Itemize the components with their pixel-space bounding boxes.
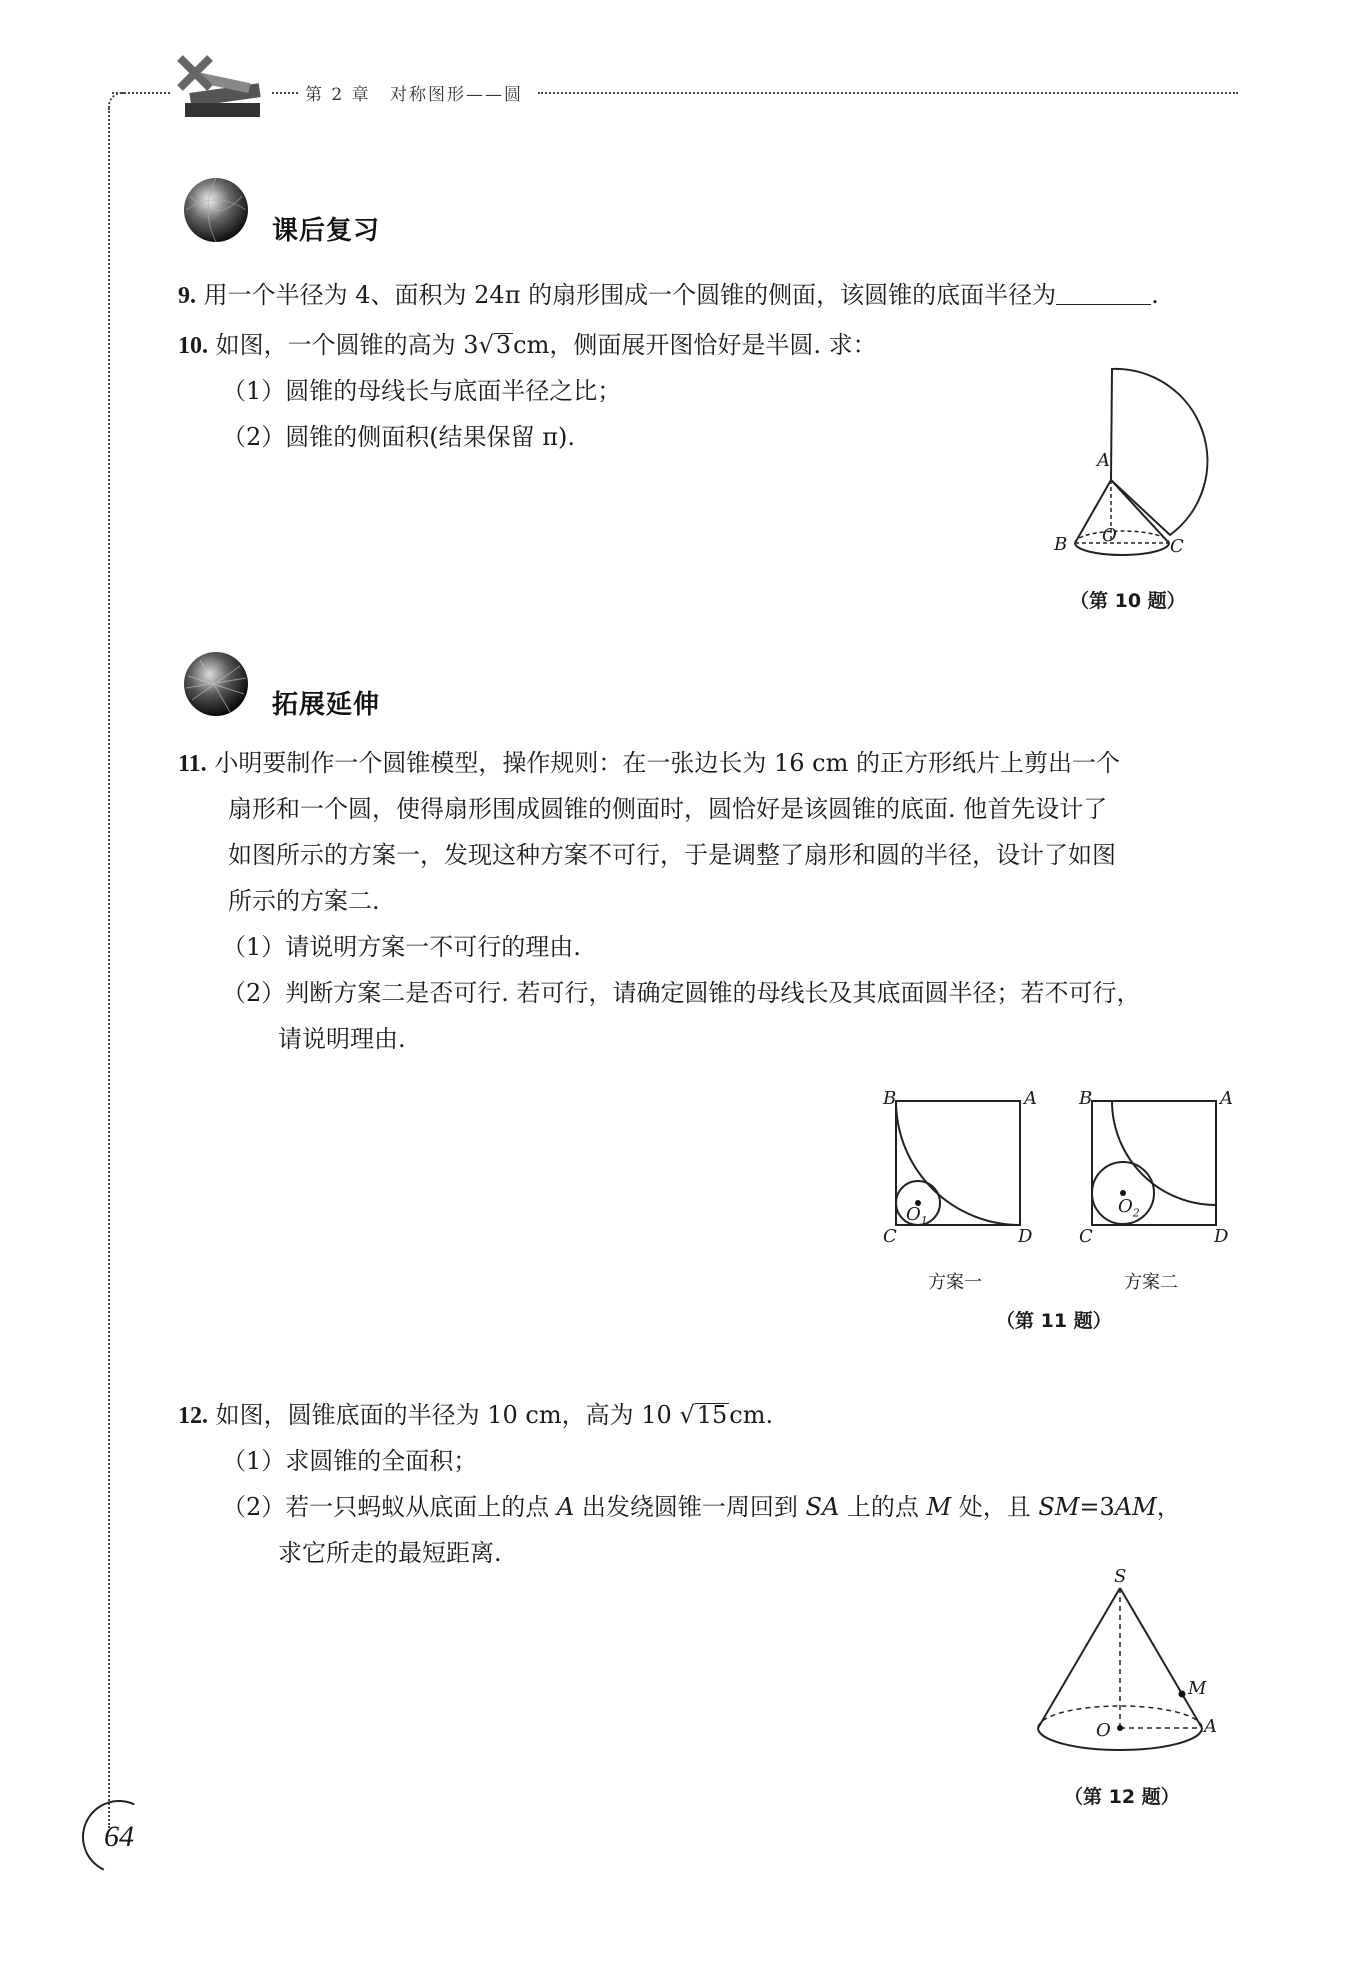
page-number: 64 [104, 1820, 134, 1853]
question-10-part-2: （2）圆锥的侧面积(结果保留 π). [222, 423, 576, 451]
section-title-review: 课后复习 [272, 216, 381, 246]
fig11-plan1-label-O1: $O_1$ [906, 1204, 928, 1228]
question-11-line-1 [178, 740, 1120, 787]
question-text: 小明要制作一个圆锥模型，操作规则：在一张边长为 16 cm 的正方形纸片上剪出一个 [214, 749, 1120, 777]
header-title: 对称图形——圆 [390, 85, 523, 105]
header-corner [108, 92, 126, 110]
review-sphere-icon [180, 176, 252, 252]
fig12-label-S: S [1114, 1566, 1127, 1587]
point-O [1117, 1725, 1123, 1731]
fig12-label-M: M [1188, 1678, 1207, 1699]
fig11-plan1-label-B: B [883, 1088, 897, 1109]
question-11-part-2a: （2）判断方案二是否可行. 若可行，请确定圆锥的母线长及其底面圆半径；若不可行， [222, 979, 1141, 1007]
figure-10 [1040, 355, 1240, 575]
question-number: 10. [178, 333, 208, 359]
fig12-label-O: O [1096, 1720, 1111, 1741]
figure-11-plan-1 [880, 1085, 1040, 1245]
section-title-extend: 拓展延伸 [272, 690, 381, 720]
header-logo [170, 48, 270, 128]
question-12: 12. 如图，圆锥底面的半径为 10 cm，高为 10 √15cm. [178, 1401, 774, 1429]
fig11-plan1-label-C: C [883, 1226, 897, 1247]
question-number: 11. [178, 751, 207, 777]
header-rule-right [538, 92, 1238, 94]
question-number: 9. [178, 283, 196, 309]
header-chapter: 第 2 章 [305, 85, 371, 105]
question-text-post: cm. [729, 1401, 774, 1429]
question-11-line-2: 扇形和一个圆，使得扇形围成圆锥的侧面时，圆恰好是该圆锥的底面. 他首先设计了 [228, 795, 1108, 823]
figure-12 [1020, 1570, 1240, 1770]
plan-1-label: 方案一 [928, 1272, 982, 1293]
fig11-plan1-label-D: D [1018, 1226, 1033, 1247]
question-end: . [1151, 281, 1159, 309]
cone-base-front [1038, 1728, 1202, 1750]
figure-10-caption: （第 10 题） [1070, 590, 1186, 612]
fig11-plan1-label-A: A [1024, 1088, 1037, 1109]
fig12-label-A: A [1204, 1716, 1217, 1737]
margin-rule [108, 108, 110, 1828]
question-text-pre: 如图，一个圆锥的高为 3 [215, 331, 479, 359]
fig11-plan2-label-A: A [1220, 1088, 1233, 1109]
figure-12-caption: （第 12 题） [1064, 1786, 1180, 1808]
question-12-part-1: （1）求圆锥的全面积； [222, 1447, 478, 1475]
fig10-label-C: C [1170, 536, 1184, 557]
question-10-part-1: （1）圆锥的母线长与底面半径之比； [222, 377, 622, 405]
question-10: 10. 如图，一个圆锥的高为 3√3cm，侧面展开图恰好是半圆. 求： [178, 331, 877, 359]
extend-sphere-icon [180, 650, 252, 726]
figure-11-caption: （第 11 题） [996, 1310, 1112, 1332]
fig11-plan2-label-B: B [1079, 1088, 1093, 1109]
cone-edge-left [1038, 1588, 1120, 1728]
question-11-part-2b: 请说明理由. [278, 1025, 406, 1053]
cone-base-back [1075, 531, 1169, 543]
semicircle-sector [1111, 369, 1207, 535]
cone-base-front [1075, 543, 1169, 555]
question-11-part-1: （1）请说明方案一不可行的理由. [222, 933, 581, 961]
question-number: 12. [178, 1403, 208, 1429]
question-9 [178, 272, 1159, 319]
question-text: 用一个半径为 4、面积为 24π 的扇形围成一个圆锥的侧面，该圆锥的底面半径为 [203, 281, 1057, 309]
radicand: 3 [495, 331, 512, 359]
fig10-label-B: B [1054, 534, 1068, 555]
fig11-plan2-label-C: C [1079, 1226, 1093, 1247]
radicand: 15 [696, 1401, 728, 1429]
plan-2-label: 方案二 [1124, 1272, 1178, 1293]
point-M [1179, 1691, 1186, 1698]
question-text-post: cm，侧面展开图恰好是半圆. 求： [513, 331, 877, 359]
answer-blank[interactable] [1056, 282, 1151, 305]
sector-arc [1112, 1101, 1216, 1205]
question-text-pre: 如图，圆锥底面的半径为 10 cm，高为 10 [215, 1401, 672, 1429]
square-paper [1092, 1101, 1216, 1225]
fig10-label-O: O [1102, 525, 1117, 546]
figure-11-plan-2 [1076, 1085, 1236, 1245]
cone-edge-right [1111, 480, 1169, 543]
book-stack-icon [170, 48, 270, 128]
cone-edge-right [1120, 1588, 1202, 1728]
question-12-part-2b: 求它所走的最短距离. [278, 1539, 502, 1567]
question-11-line-4: 所示的方案二. [228, 887, 380, 915]
fig11-plan2-label-D: D [1214, 1226, 1229, 1247]
fig10-label-A: A [1097, 450, 1110, 471]
header-rule-short [272, 92, 298, 94]
question-11-line-3: 如图所示的方案一，发现这种方案不可行，于是调整了扇形和圆的半径，设计了如图 [228, 841, 1116, 869]
fig11-plan2-label-O2: $O_2$ [1118, 1196, 1140, 1220]
question-12-part-2a: （2）若一只蚂蚁从底面上的点 A 出发绕圆锥一周回到 SA 上的点 M 处，且 SM=3AM， [222, 1493, 1181, 1521]
